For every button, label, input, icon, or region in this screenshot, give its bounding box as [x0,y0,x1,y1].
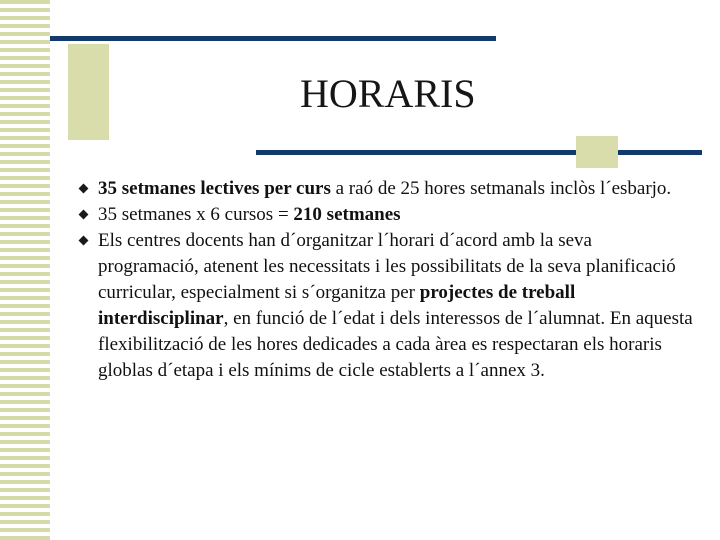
bullet-text-bold: 210 setmanes [293,204,401,225]
bullet-text-bold: 35 setmanes lectives per curs [98,178,331,199]
top-rule-line [50,36,496,41]
bullet-text: Els centres docents han d´organitzar l´horari d´acord amb la seva programació, atenent les necessitats i les possibilitats de la seva planificació curricular, especialment si s´organitza per [98,230,676,303]
bullet-text: 35 setmanes x 6 cursos = [98,204,294,225]
left-stripe-decoration [0,0,50,540]
bullet-item-3 [76,228,696,384]
diamond-bullet-icon [79,210,89,220]
diamond-bullet-icon [79,236,89,246]
bullet-text-bold: projectes de treball interdisciplinar [98,282,576,329]
bullet-item-1 [76,176,696,202]
diamond-bullet-icon [79,184,89,194]
bottom-rule-line [256,150,702,155]
bullet-item-2 [76,202,696,228]
rule-accent-block [576,136,618,168]
slide-title: HORARIS [300,71,476,116]
title-accent-block [68,44,109,140]
bullet-text: a raó de 25 hores setmanals inclòs l´esbarjo. [330,178,672,199]
bullet-text: , en funció de l´edat i dels interessos de l´alumnat. En aquesta flexibilització de les hores dedicades a cada àrea es respectaran els horaris globlas d´etapa i els mínims de cicle establerts a l´annex 3. [98,308,693,381]
bullet-list [76,176,696,384]
